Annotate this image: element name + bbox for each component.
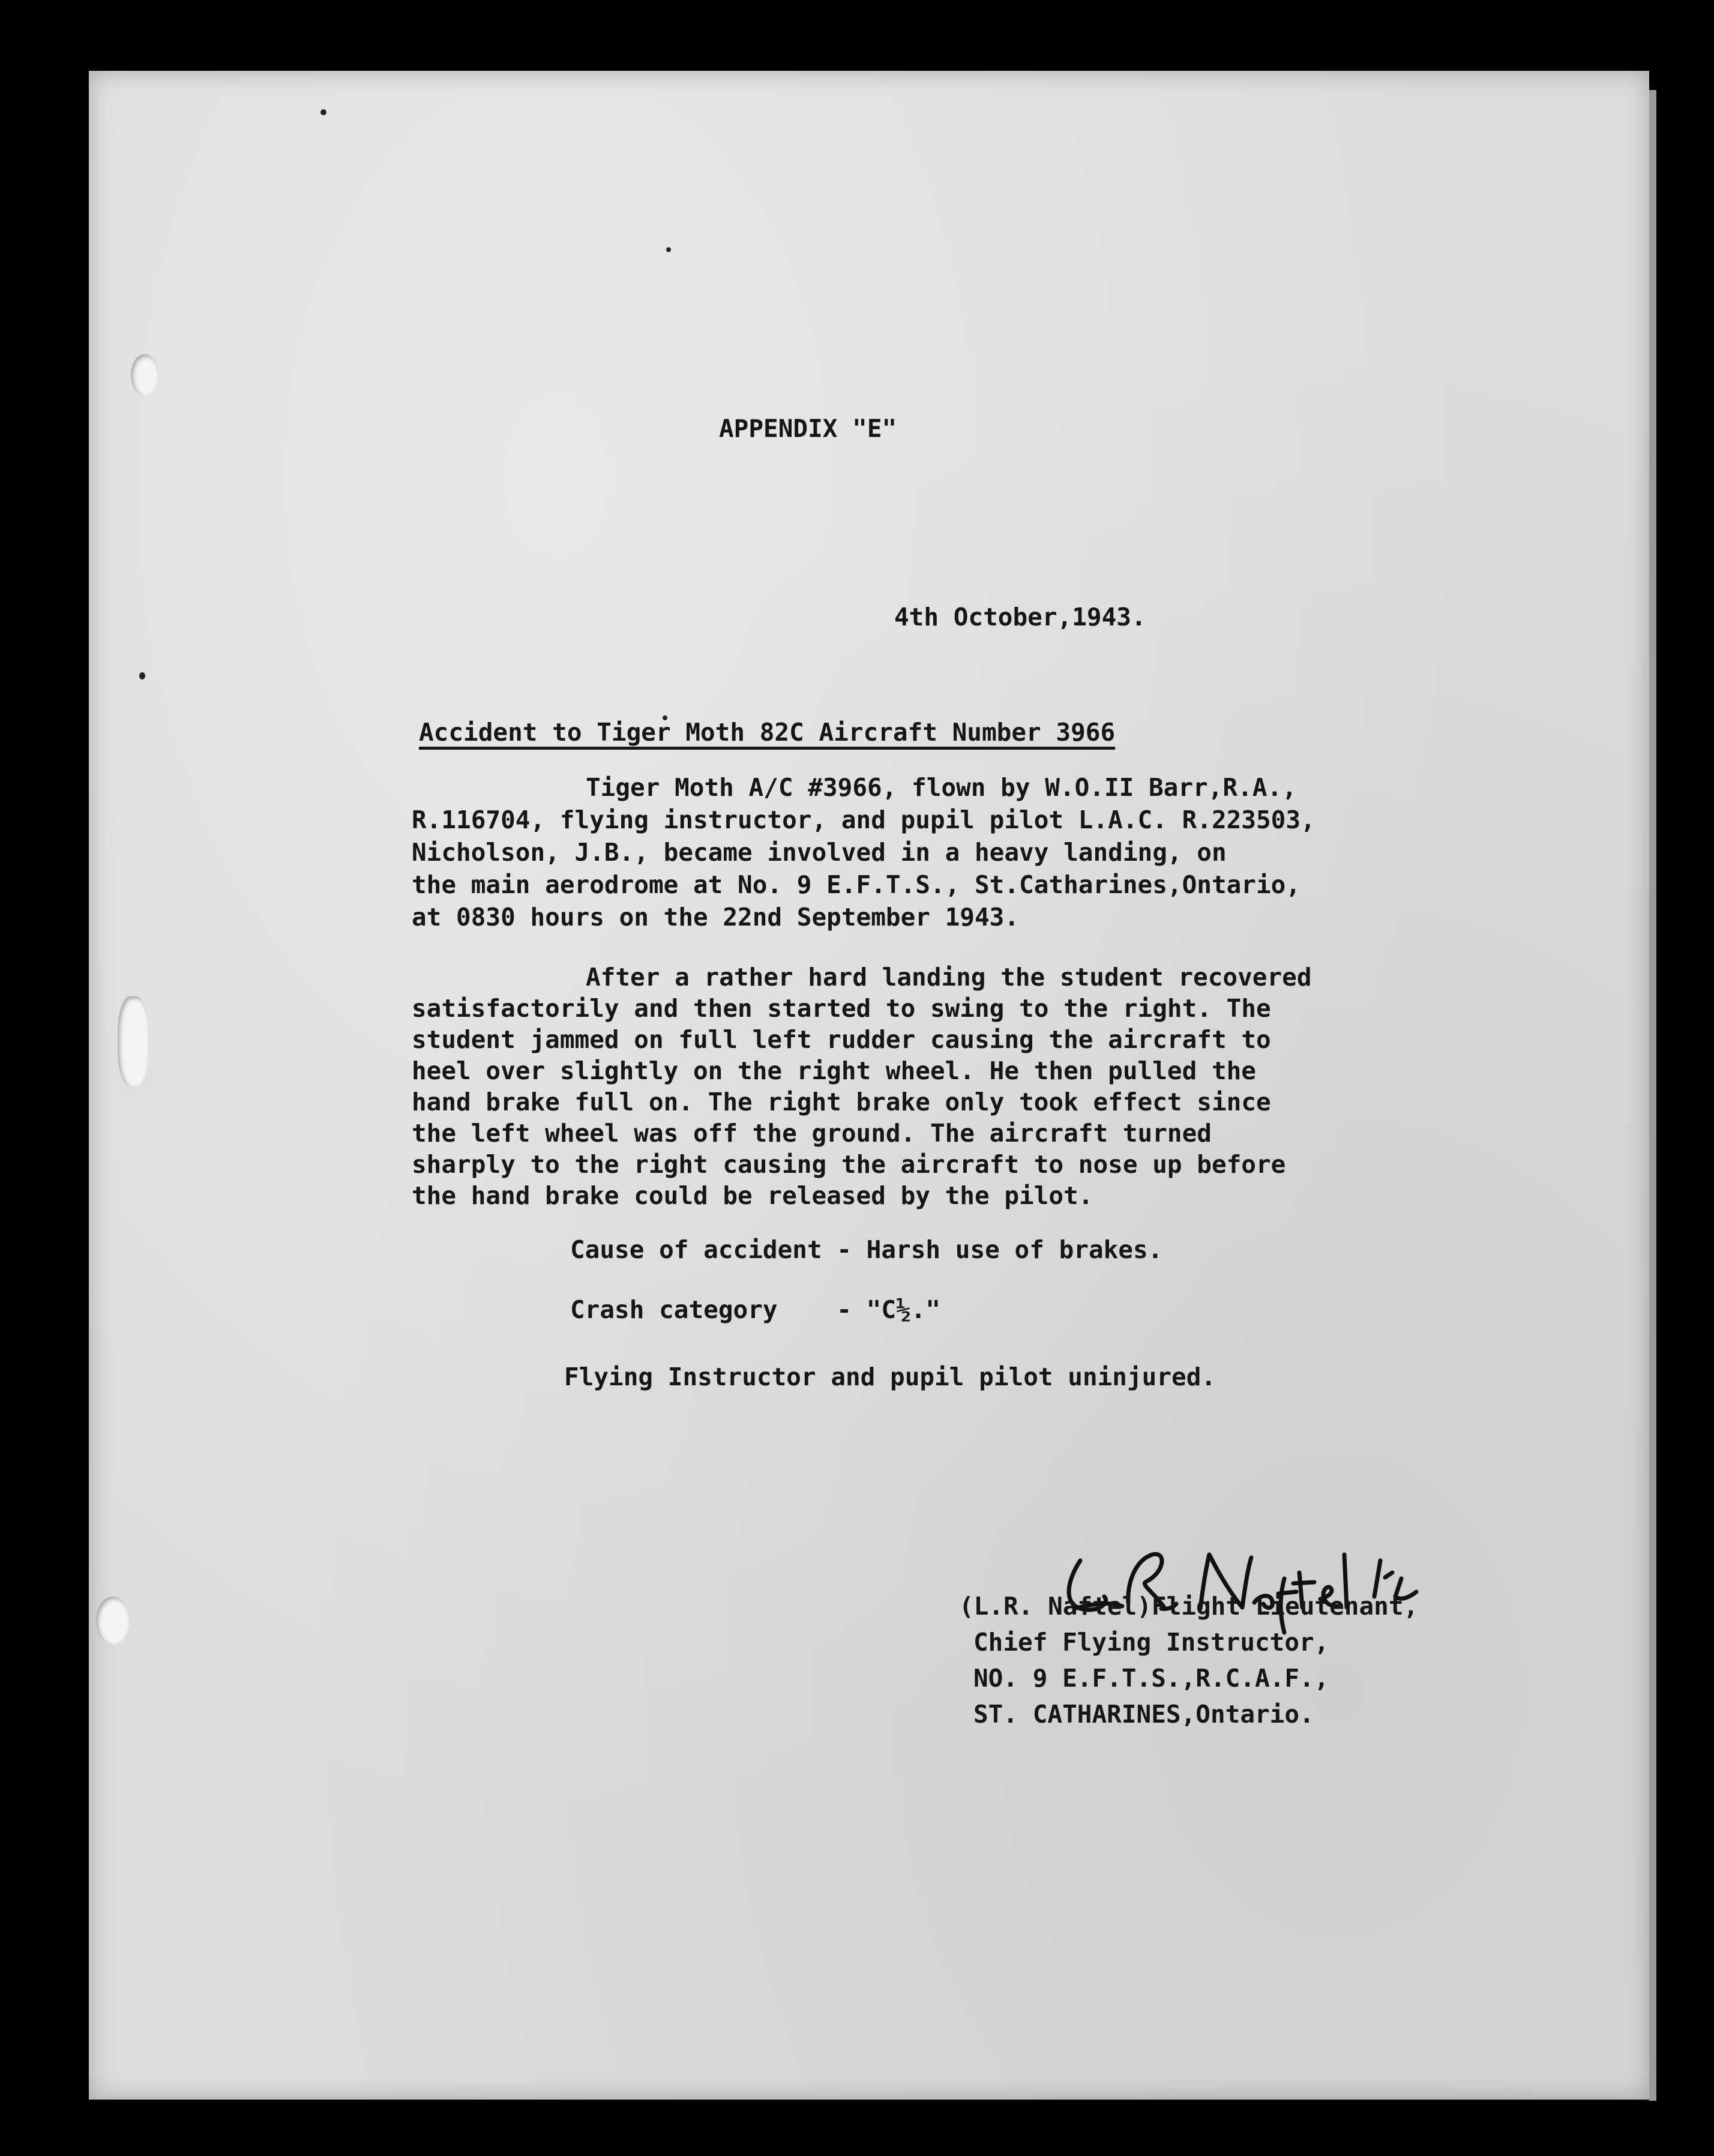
paragraph2-line8: the hand brake could be released by the pilot. xyxy=(412,1181,1093,1210)
paragraph2-line2: satisfactorily and then started to swing to the right. The xyxy=(412,994,1271,1023)
signature-block-line1: (L.R. Naftel)Flight Lieutenant, xyxy=(959,1592,1419,1621)
paragraph2-line3: student jammed on full left rudder causing the aircraft to xyxy=(412,1025,1271,1054)
paragraph1-line5: at 0830 hours on the 22nd September 1943. xyxy=(412,903,1020,932)
dust-speck xyxy=(666,247,671,252)
paragraph2-line4: heel over slightly on the right wheel. He then pulled the xyxy=(412,1056,1256,1085)
crash-category: Crash category - "C½." xyxy=(570,1295,941,1324)
appendix-title: APPENDIX "E" xyxy=(719,414,897,443)
injury-statement: Flying Instructor and pupil pilot uninjured. xyxy=(564,1363,1216,1391)
dust-speck xyxy=(139,672,145,679)
paragraph1-line4: the main aerodrome at No. 9 E.F.T.S., St.Catharines,Ontario, xyxy=(412,870,1301,899)
document-date: 4th October,1943. xyxy=(894,603,1146,631)
page-edge-shadow xyxy=(1649,90,1656,2101)
paragraph2-line7: sharply to the right causing the aircraft to nose up before xyxy=(412,1150,1286,1179)
paragraph2-line5: hand brake full on. The right brake only took effect since xyxy=(412,1088,1271,1116)
signature-block-line4: ST. CATHARINES,Ontario. xyxy=(973,1700,1314,1729)
punch-hole-bottom xyxy=(96,1597,130,1645)
signature-block-line2: Chief Flying Instructor, xyxy=(973,1628,1329,1657)
handwritten-signature xyxy=(1056,1537,1440,1639)
cause-of-accident: Cause of accident - Harsh use of brakes. xyxy=(570,1235,1163,1264)
document-page xyxy=(89,71,1649,2100)
paragraph1-line3: Nicholson, J.B., became involved in a heavy landing, on xyxy=(412,838,1227,867)
signature-block-line3: NO. 9 E.F.T.S.,R.C.A.F., xyxy=(973,1664,1329,1693)
paragraph1-line1: Tiger Moth A/C #3966, flown by W.O.II Barr,R.A., xyxy=(586,773,1297,802)
dust-speck xyxy=(320,109,326,115)
paragraph1-line2: R.116704, flying instructor, and pupil pilot L.A.C. R.223503, xyxy=(412,805,1316,834)
paragraph2-line1: After a rather hard landing the student recovered xyxy=(586,963,1312,992)
punch-hole-top xyxy=(131,354,158,396)
punch-hole-middle xyxy=(118,996,149,1086)
paragraph2-line6: the left wheel was off the ground. The aircraft turned xyxy=(412,1119,1212,1148)
subject-heading: Accident to Tiger Moth 82C Aircraft Number 3966 xyxy=(419,718,1116,747)
